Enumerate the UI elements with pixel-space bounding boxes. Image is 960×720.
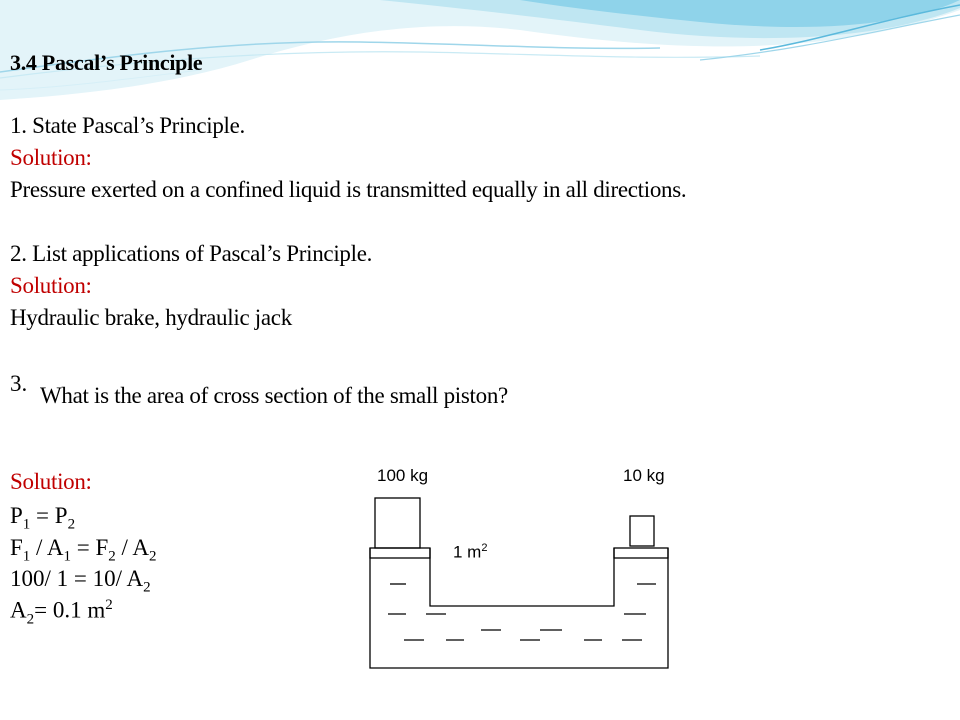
large-piston [370, 548, 430, 558]
question-3: What is the area of cross section of the small piston? [40, 383, 508, 408]
inner-channel [430, 548, 614, 606]
small-mass-label: 10 kg [623, 466, 665, 485]
large-mass-block [375, 498, 420, 548]
liquid-dashes [388, 584, 656, 640]
equation-result: $A_2= 0.1$ $m^2$ [10, 597, 113, 628]
container-outline [370, 548, 668, 668]
solution-label-1: Solution: [10, 145, 92, 170]
question-3-number: 3. [10, 371, 28, 396]
large-mass-label: 100 kg [377, 466, 429, 485]
small-mass-block [630, 516, 654, 546]
answer-2: Hydraulic brake, hydraulic jack [10, 305, 292, 330]
area-label: 1 $m^2$ [453, 542, 488, 562]
equation-substitution: 100/ 1 = 10/ $A_2$ [10, 566, 151, 596]
equation-force-area: $F_1 / A_1 = F_2 / A_2$ [10, 535, 157, 565]
solution-label-2: Solution: [10, 273, 92, 298]
hydraulic-press-diagram [360, 490, 680, 680]
question-2: 2. List applications of Pascal’s Principle. [10, 241, 373, 266]
question-1: 1. State Pascal’s Principle. [10, 113, 245, 138]
answer-1: Pressure exerted on a confined liquid is transmitted equally in all directions. [10, 177, 687, 202]
slide-title: 3.4 Pascal’s Principle [10, 50, 203, 75]
solution-label-3: Solution: [10, 469, 92, 494]
equation-pressure: $P_1 = P_2$ [10, 503, 76, 533]
small-piston [614, 548, 668, 558]
